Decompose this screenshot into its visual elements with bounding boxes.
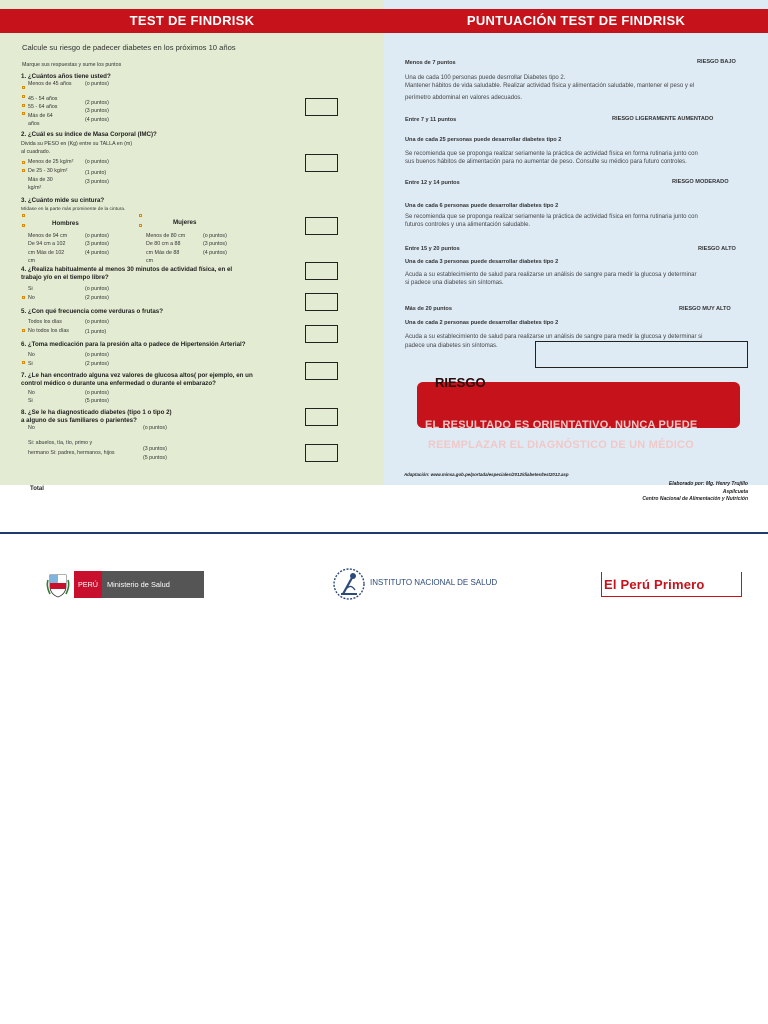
q1-points-2: (2 puntos) [85,100,109,106]
q2-option-3b: kg/m² [28,185,42,191]
r1-line-2: Mantener hábitos de vida saludable. Realizar actividad física y alimentación saludable, mantener el peso y el [405,83,695,89]
q8-option-1: No [28,425,35,431]
r4-line-2: si padece una diabetes sin síntomas. [405,280,504,286]
credit-line-1: Elaborado por: Mg. Henry Trujillo [668,481,748,487]
q8-points-1: (o puntos) [143,425,167,431]
q8-points-2: (3 puntos) [143,446,167,452]
q5-option-1: Todos los días [28,319,62,325]
adaptation-source: Adaptación: www.minsa.gob.pe/portada/especiales/2012/diabetes/test2012.asp [404,472,569,477]
q7-option-2: Si [28,398,33,404]
r5-heading: Una de cada 2 personas puede desarrollar diabetes tipo 2 [405,320,559,326]
q3-women-option-3: cm Más de 88 [146,250,180,256]
question-7-title-line-1: 7. ¿Le han encontrado alguna vez valores de glucosa altos( por ejemplo, en un [21,372,253,379]
q6-points-1: (o puntos) [85,352,109,358]
checkbox[interactable] [22,214,25,217]
credit-line-3: Centro Nacional de Alimentación y Nutrición [642,496,748,502]
q7-points-2: (5 puntos) [85,398,109,404]
r4-heading: Una de cada 3 personas puede desarrollar diabetes tipo 2 [405,259,559,265]
q7-option-1: No [28,390,35,396]
q6-points-2: (2 puntos) [85,361,109,367]
q3-women-points-2: (3 puntos) [203,241,227,247]
q1-option-1: Menos de 45 años [28,81,72,87]
q4-option-2: No [28,295,35,301]
checkbox[interactable] [22,169,25,172]
answer-box-q1[interactable] [305,98,338,116]
q3-men-option-3: cm Más de 102 [28,250,65,256]
checkbox[interactable] [22,104,25,107]
el-peru-primero-logo: El Perú Primero [604,577,705,592]
credit-line-2: Aspilcueta [722,489,748,495]
range-4: Entre 15 y 20 puntos [405,246,460,252]
answer-box-q2[interactable] [305,154,338,172]
q3-women-points-3: (4 puntos) [203,250,227,256]
q3-men-points-3: (4 puntos) [85,250,109,256]
question-6-title: 6. ¿Toma medicación para la presión alta o padece de Hipertensión Arterial? [21,341,246,348]
question-8-title-line-2: a alguno de sus familiares o parientes? [21,417,137,424]
q7-points-1: (o puntos) [85,390,109,396]
ins-emblem-icon [331,566,367,602]
q8-option-2: Si: abuelos, tía, tío, primo y [28,440,93,446]
peru-coat-of-arms-icon [46,572,70,598]
result-box[interactable] [535,341,748,368]
r4-line-1: Acuda a su establecimiento de salud para realizarse un análisis de sangre para medir la glucosa y determinar [405,272,697,278]
question-3-title: 3. ¿Cuánto mide su cintura? [21,197,105,204]
q6-option-2: Si [28,361,33,367]
footer-divider [0,532,768,534]
intro-text: Calcule su riesgo de padecer diabetes en los próximos 10 años [22,43,236,52]
q5-option-2: No todos los días [28,328,69,334]
q2-points-2: (1 punto) [85,170,107,176]
answer-box-q7[interactable] [305,408,338,426]
checkbox[interactable] [22,86,25,89]
range-5: Más de 20 puntos [405,306,452,312]
q1-points-4: (4 puntos) [85,117,109,123]
q4-option-1: Si [28,286,33,292]
q2-instruction-2: al cuadrado. [21,149,51,155]
q5-points-1: (o puntos) [85,319,109,325]
q1-points-3: (3 puntos) [85,108,109,114]
checkbox[interactable] [22,296,25,299]
q2-points-3: (3 puntos) [85,179,109,185]
women-heading: Mujeres [173,219,197,226]
q2-points-1: (o puntos) [85,159,109,165]
answer-box-q4[interactable] [305,262,338,280]
q3-women-option-4: cm [146,258,154,264]
answer-box-q5[interactable] [305,325,338,343]
risk-level-1: RIESGO BAJO [697,59,736,65]
disclaimer-line-2: REEMPLAZAR EL DIAGNÓSTICO DE UN MÉDICO [428,439,694,451]
r5-line-2: padece una diabetes sin síntomas. [405,343,498,349]
answer-box-q6[interactable] [305,362,338,380]
r1-line-3: perímetro abdominal en valores adecuados. [405,95,523,101]
disclaimer-line-1: EL RESULTADO ES ORIENTATIVO, NUNCA PUEDE [425,419,698,431]
q1-option-4b: años [28,121,40,127]
r1-line-1: Una de cada 100 personas puede desrrollar Diabetes tipo 2. [405,75,566,81]
q1-option-4: Más de 64 [28,113,53,119]
peru-label: PERÚ [74,571,102,598]
question-7-title-line-2: control médico o durante una enfermedad o durante el embarazo? [21,380,216,387]
risk-level-4: RIESGO ALTO [698,246,736,252]
ins-label: INSTITUTO NACIONAL DE SALUD [370,578,498,587]
q6-option-1: No [28,352,35,358]
question-4-title-line-1: 4. ¿Realiza habitualmente al menos 30 minutos de actividad física, en el [21,266,233,273]
q4-points-2: (2 puntos) [85,295,109,301]
question-2-title: 2. ¿Cuál es su índice de Masa Corporal (IMC)? [21,131,157,138]
q1-points-1: (o puntos) [85,81,109,87]
answer-box-q8[interactable] [305,444,338,462]
checkbox[interactable] [22,224,25,227]
q3-men-option-4: cm [28,258,36,264]
r2-line-1: Se recomienda que se proponga realizar seriamente la práctica de actividad física en forma rutinaria junto con [405,151,698,157]
total-label: Total [30,486,44,492]
answer-box-q3[interactable] [305,217,338,235]
question-4-title-line-2: trabajo y/o en el tiempo libre? [21,274,109,281]
risk-level-3: RIESGO MODERADO [672,179,729,185]
risk-label: RIESGO [435,375,486,390]
range-2: Entre 7 y 11 puntos [405,117,457,123]
instruction-text: Marque sus respuestas y sume los puntos [22,62,122,68]
q4-points-1: (o puntos) [85,286,109,292]
checkbox[interactable] [139,224,142,227]
q2-instruction-1: Divida su PESO en (Kg) entre su TALLA en (m) [21,141,133,147]
ministry-label: Ministerio de Salud [102,571,204,598]
q2-option-3: Más de 30 [28,177,53,183]
question-5-title: 5. ¿Con qué frecuencia come verduras o frutas? [21,308,164,315]
risk-level-2: RIESGO LIGERAMENTE AUMENTADO [612,116,714,122]
checkbox[interactable] [22,361,25,364]
q8-option-3: hermano Si: padres, hermanos, hijos [28,450,115,456]
r5-line-1: Acuda a su establecimiento de salud para realizarse un análisis de sangre para medir la glucosa y determinar si [405,334,703,340]
score-title: PUNTUACIÓN TEST DE FINDRISK [384,9,768,33]
q2-option-2: De 25 - 30 kg/m² [28,168,68,174]
r2-line-2: sus buenos hábitos de alimentación para no aumentar de peso. Consulte su médico para futuro controles. [405,159,687,165]
q3-instruction: Mídase en la parte más prominente de la cintura. [21,207,126,212]
r3-line-1: Se recomienda que se proponga realizar seriamente la práctica de actividad física en forma rutinaria junto con [405,214,698,220]
checkbox[interactable] [22,95,25,98]
q3-women-option-1: Menos de 80 cm [146,233,186,239]
q3-men-option-2: De 94 cm a 102 [28,241,66,247]
checkbox[interactable] [139,214,142,217]
checkbox[interactable] [22,329,25,332]
q5-points-2: (1 punto) [85,329,107,335]
risk-level-5: RIESGO MUY ALTO [679,306,731,312]
range-1: Menos de 7 puntos [405,60,456,66]
q3-men-points-2: (3 puntos) [85,241,109,247]
question-8-title-line-1: 8. ¿Se le ha diagnosticado diabetes (tipo 1 o tipo 2) [21,409,172,416]
q3-men-option-1: Menos de 94 cm [28,233,68,239]
q8-points-3: (5 puntos) [143,455,167,461]
r3-heading: Una de cada 6 personas puede desarrollar diabetes tipo 2 [405,203,559,209]
range-3: Entre 12 y 14 puntos [405,180,460,186]
answer-box-q4b[interactable] [305,293,338,311]
q2-option-1: Menos de 25 kg/m² [28,159,74,165]
r3-line-2: futuros controles y una alimentación saludable. [405,222,531,228]
q1-option-2: 45 - 54 años [28,96,58,102]
men-heading: Hombres [52,220,79,227]
q3-women-points-1: (o puntos) [203,233,227,239]
q1-option-3: 55 - 64 años [28,104,58,110]
q3-women-option-2: De 80 cm a 88 [146,241,181,247]
r2-heading: Una de cada 25 personas puede desarrollar diabetes tipo 2 [405,137,562,143]
q3-men-points-1: (o puntos) [85,233,109,239]
question-1-title: 1. ¿Cuántos años tiene usted? [21,73,111,80]
test-title: TEST DE FINDRISK [0,9,384,33]
checkbox[interactable] [22,112,25,115]
checkbox[interactable] [22,161,25,164]
